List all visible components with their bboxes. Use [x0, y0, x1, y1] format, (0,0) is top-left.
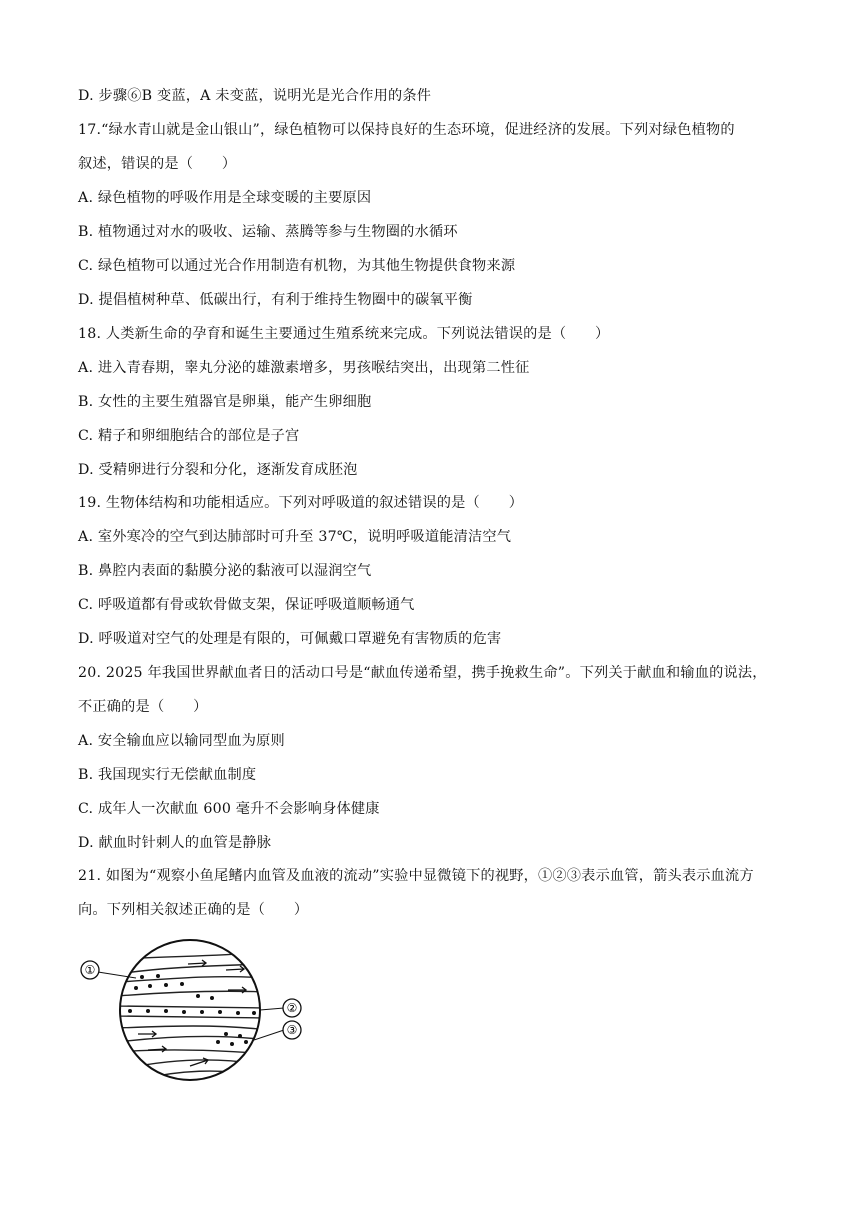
q19-option-c: C. 呼吸道都有骨或软骨做支架，保证呼吸道顺畅通气	[78, 597, 415, 613]
q19-stem: 19. 生物体结构和功能相适应。下列对呼吸道的叙述错误的是（ ）	[78, 495, 524, 511]
q19-option-d: D. 呼吸道对空气的处理是有限的，可佩戴口罩避免有害物质的危害	[78, 631, 502, 647]
q20-stem-line-2: 不正确的是（ ）	[78, 699, 208, 715]
q19-option-a: A. 室外寒冷的空气到达肺部时可升至 37℃，说明呼吸道能清洁空气	[78, 529, 512, 545]
label-3-text: ③	[286, 1023, 298, 1037]
q21-stem-line-1: 21. 如图为“观察小鱼尾鳍内血管及血液的流动”实验中显微镜下的视野，①②③表示血管，箭头表示血流方	[78, 868, 754, 884]
fish-tail-microscope-figure	[78, 930, 318, 1100]
q17-option-a: A. 绿色植物的呼吸作用是全球变暖的主要原因	[78, 190, 372, 206]
q19-option-b: B. 鼻腔内表面的黏膜分泌的黏液可以湿润空气	[78, 563, 372, 579]
q18-stem: 18. 人类新生命的孕育和诞生主要通过生殖系统来完成。下列说法错误的是（ ）	[78, 326, 610, 342]
label-3-leader	[254, 1030, 284, 1040]
q17-stem-line-1: 17.“绿水青山就是金山银山”，绿色植物可以保持良好的生态环境，促进经济的发展。下列对绿色植物的	[78, 122, 735, 138]
q17-option-c: C. 绿色植物可以通过光合作用制造有机物，为其他生物提供食物来源	[78, 258, 516, 274]
q17-option-b: B. 植物通过对水的吸收、运输、蒸腾等参与生物圈的水循环	[78, 224, 458, 240]
q20-option-a: A. 安全输血应以输同型血为原则	[78, 733, 285, 749]
q17-option-d: D. 提倡植树种草、低碳出行，有利于维持生物圈中的碳氧平衡	[78, 292, 473, 308]
q16-option-d: D. 步骤⑥B 变蓝，A 未变蓝，说明光是光合作用的条件	[78, 88, 432, 104]
q20-option-b: B. 我国现实行无偿献血制度	[78, 767, 257, 783]
q20-option-d: D. 献血时针刺人的血管是静脉	[78, 835, 272, 851]
q18-option-b: B. 女性的主要生殖器官是卵巢，能产生卵细胞	[78, 394, 372, 410]
label-2-text: ②	[286, 1001, 298, 1015]
q18-option-a: A. 进入青春期，睾丸分泌的雄激素增多，男孩喉结突出，出现第二性征	[78, 360, 530, 376]
q17-stem-line-2: 叙述，错误的是（ ）	[78, 156, 237, 172]
q18-option-d: D. 受精卵进行分裂和分化，逐渐发育成胚泡	[78, 462, 358, 478]
microscope-field-outline	[120, 940, 260, 1080]
label-1-text: ①	[84, 963, 96, 977]
q21-stem-line-2: 向。下列相关叙述正确的是（ ）	[78, 902, 309, 918]
q20-option-c: C. 成年人一次献血 600 毫升不会影响身体健康	[78, 801, 380, 817]
q20-stem-line-1: 20. 2025 年我国世界献血者日的活动口号是“献血传递希望，携手挽救生命”。下列关于献血和输血的说法，	[78, 665, 767, 681]
q18-option-c: C. 精子和卵细胞结合的部位是子宫	[78, 428, 300, 444]
label-2-leader	[260, 1008, 284, 1010]
